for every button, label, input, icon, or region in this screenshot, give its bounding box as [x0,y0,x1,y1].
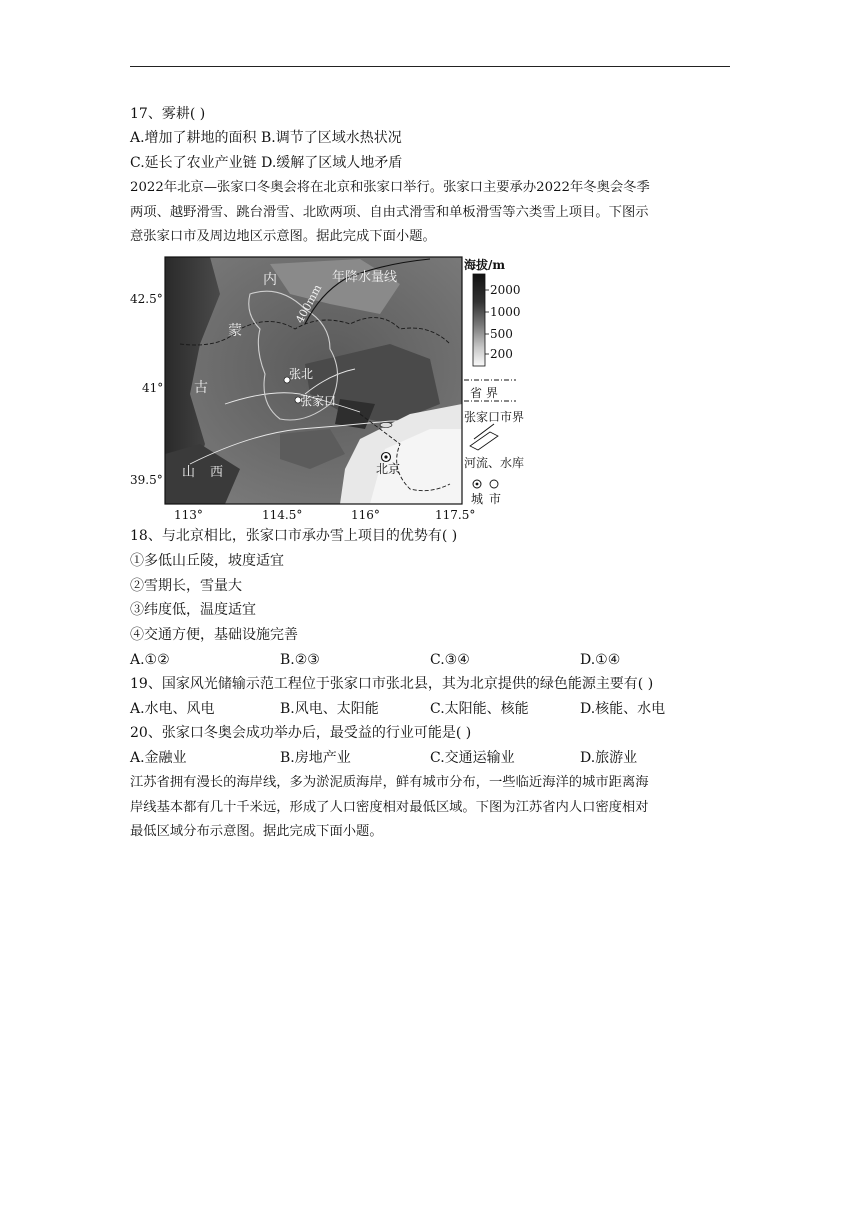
q20-option-b[interactable]: B.房地产业 [280,750,351,766]
elevation-color-bar [473,274,485,366]
region-label-gu: 古 [194,380,208,396]
q18-item-3: ③纬度低，温度适宜 [130,602,256,618]
passage2-line2: 岸线基本都有几十千米远，形成了人口密度相对最低区域。下图为江苏省内人口密度相对 [130,800,649,815]
legend-city-boundary: 张家口市界 [464,410,525,424]
zhangbei-label: 张北 [289,367,314,381]
passage2-line1: 江苏省拥有漫长的海岸线，多为淤泥质海岸，鲜有城市分布，一些临近海洋的城市距离海 [130,775,649,790]
q20-option-c[interactable]: C.交通运输业 [430,750,515,766]
legend-title: 海拔/m [464,258,506,272]
beijing-label: 北京 [376,462,401,476]
q18-item-1: ①多低山丘陵，坡度适宜 [130,553,284,569]
q18-item-2: ②雪期长，雪量大 [130,578,242,594]
isohyet-value: 400mm [293,282,325,326]
q17-stem: 17、雾耕( ) [130,106,206,122]
q18-option-d[interactable]: D.①④ [580,652,621,668]
lat-label-41: 41° [142,381,164,395]
q20-option-a[interactable]: A.金融业 [130,750,187,766]
header-rule [130,66,730,67]
region-label-meng: 蒙 [228,323,242,339]
isohyet-label: 年降水量线 [332,270,398,285]
legend-river: 河流、水库 [464,456,525,470]
lon-label-116: 116° [351,508,380,522]
q20-option-d[interactable]: D.旅游业 [580,750,638,766]
q20-stem: 20、张家口冬奥会成功举办后，最受益的行业可能是( ) [130,725,472,741]
zhangjiakou-map [130,254,540,522]
q18-option-c[interactable]: C.③④ [430,652,470,668]
q18-stem: 18、与北京相比，张家口市承办雪上项目的优势有( ) [130,528,458,544]
elevation-2000: 2000 [490,283,521,297]
reservoir [380,423,392,428]
map-legend [464,257,524,506]
q17-options-cd: C.延长了农业产业链 D.缓解了区域人地矛盾 [130,155,403,171]
lon-label-117-5: 117.5° [435,508,476,522]
lon-label-114-5: 114.5° [262,508,303,522]
q19-option-d[interactable]: D.核能、水电 [580,701,666,717]
passage1-line3: 意张家口市及周边地区示意图。据此完成下面小题。 [130,229,436,244]
q18-option-b[interactable]: B.②③ [280,652,320,668]
lon-label-113: 113° [174,508,203,522]
region-label-nei: 内 [263,272,277,288]
zhangjiakou-label: 张家口 [300,394,337,408]
passage1-line1: 2022年北京—张家口冬奥会将在北京和张家口举行。张家口主要承办2022年冬奥会冬季 [130,180,650,195]
lat-label-42-5: 42.5° [130,292,163,306]
beijing-marker-dot [384,455,387,458]
legend-city-char1: 城 [471,492,484,506]
elevation-200: 200 [490,347,513,361]
q18-option-a[interactable]: A.①② [130,652,170,668]
elevation-1000: 1000 [490,305,521,319]
river-symbol [470,432,498,450]
region-label-xi: 西 [210,465,224,480]
q17-options-ab: A.增加了耕地的面积 B.调节了区域水热状况 [130,130,402,146]
lat-label-39-5: 39.5° [130,473,163,487]
q19-option-a[interactable]: A.水电、风电 [130,701,215,717]
q19-stem: 19、国家风光储输示范工程位于张家口市张北县，其为北京提供的绿色能源主要有( ) [130,676,654,692]
elevation-500: 500 [490,327,513,341]
passage1-line2: 两项、越野滑雪、跳台滑雪、北欧两项、自由式滑雪和单板滑雪等六类雪上项目。下图示 [130,205,649,220]
q19-option-c[interactable]: C.太阳能、核能 [430,701,529,717]
legend-province: 省 界 [470,386,498,400]
q19-option-b[interactable]: B.风电、太阳能 [280,701,379,717]
legend-city-char2: 市 [489,492,502,506]
passage2-line3: 最低区域分布示意图。据此完成下面小题。 [130,824,383,839]
region-label-shan: 山 [182,465,196,480]
q18-item-4: ④交通方便，基础设施完善 [130,627,298,643]
